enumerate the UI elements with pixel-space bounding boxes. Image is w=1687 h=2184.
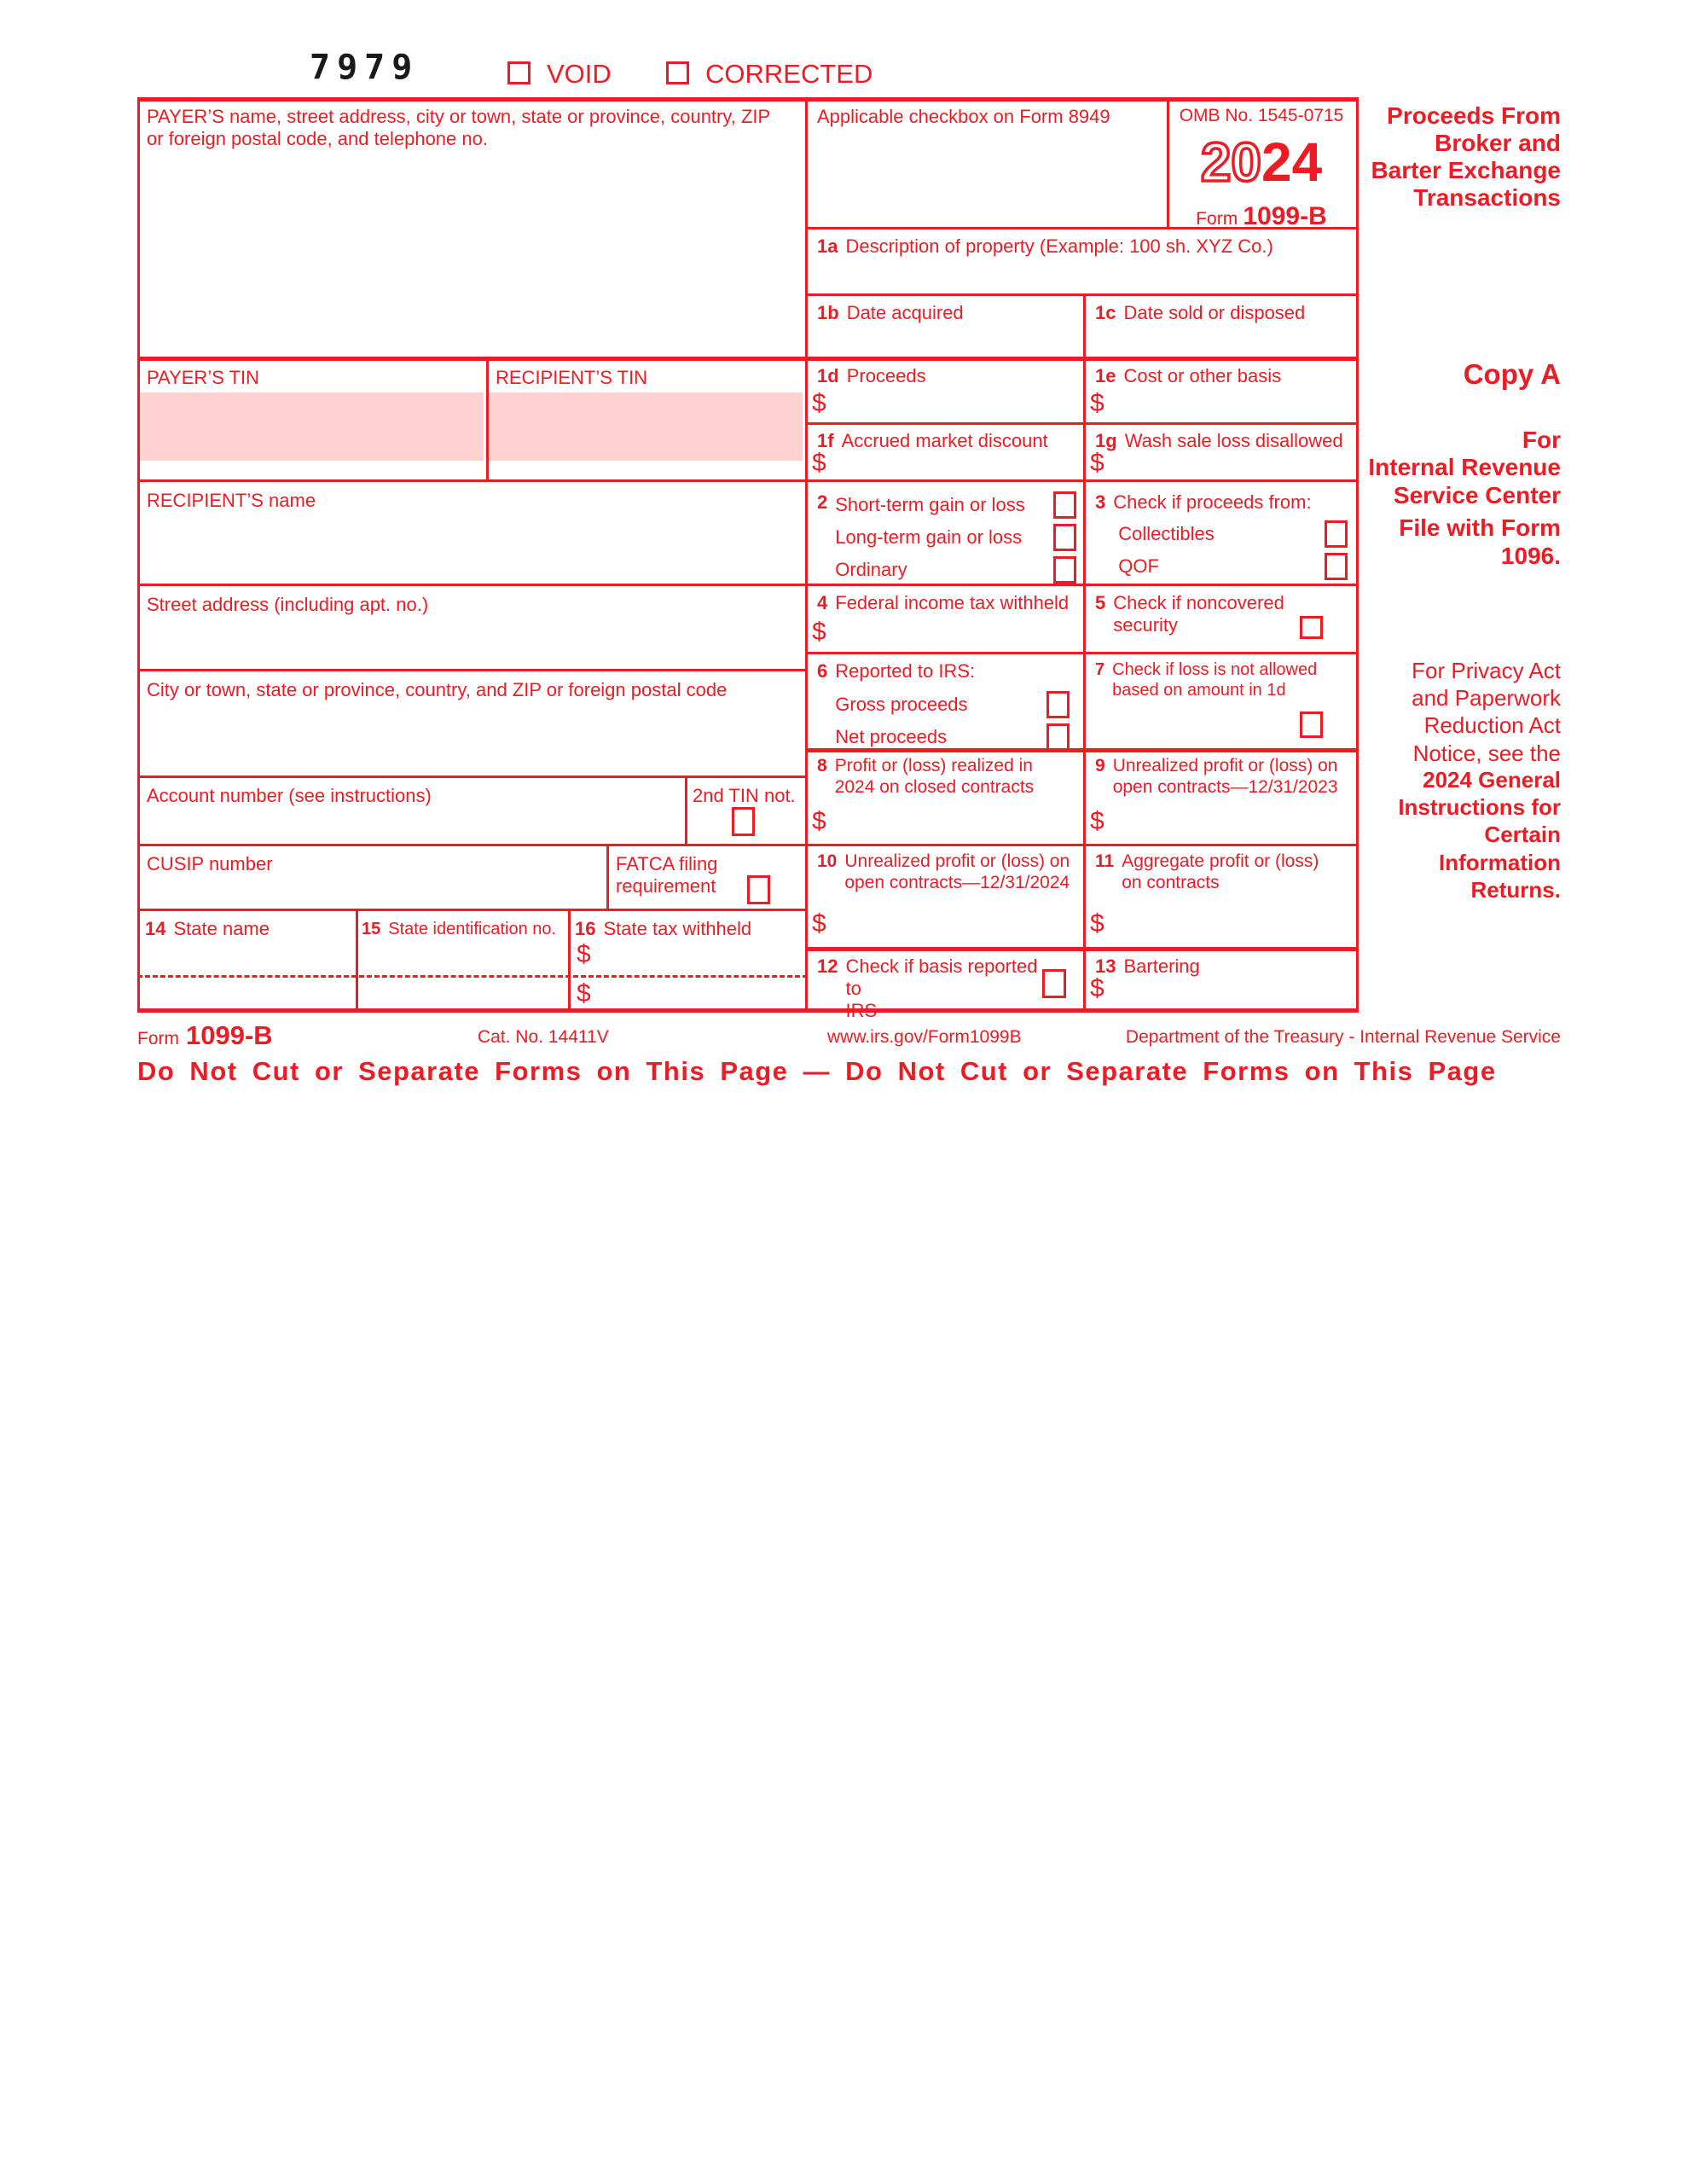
box-16-dollar-2: $	[577, 979, 591, 1008]
grid-line-h	[805, 422, 1359, 425]
box-15	[362, 920, 565, 940]
box-11-label: Aggregate profit or (loss) on contracts	[1122, 851, 1319, 892]
grid-line-v	[606, 844, 609, 911]
box-3	[1095, 491, 1348, 585]
box-1d	[817, 365, 1073, 387]
grid-line-v	[1083, 293, 1086, 1011]
box-2-number: 2	[817, 491, 828, 513]
box-10	[817, 851, 1073, 894]
copy-a-label: Copy A	[1463, 358, 1561, 390]
box-13-number: 13	[1095, 956, 1116, 977]
footer-form-number	[137, 1020, 273, 1052]
box-1e-number: 1e	[1095, 365, 1116, 386]
box-14	[145, 918, 350, 940]
box-1c	[1095, 302, 1348, 324]
recipient-tin-label: RECIPIENT’S TIN	[496, 367, 648, 388]
box-15-label: State identification no.	[388, 920, 557, 938]
box-16	[575, 918, 802, 940]
fatca-checkbox[interactable]	[747, 875, 770, 904]
void-label: VOID	[547, 59, 612, 89]
noncovered-security-checkbox[interactable]	[1300, 616, 1323, 639]
box-9	[1095, 756, 1348, 799]
collectibles-checkbox[interactable]	[1325, 520, 1348, 548]
privacy-notice-bold: 2024 General Instructions for Certain Information Returns.	[1398, 767, 1561, 903]
grid-line-h	[137, 1008, 1359, 1013]
box-6-number: 6	[817, 660, 828, 682]
second-tin-checkbox[interactable]	[732, 807, 755, 836]
grid-line-h	[805, 293, 1359, 296]
box-3-collectibles-row	[1113, 520, 1348, 548]
box-1b	[817, 302, 1073, 324]
account-number-label: Account number (see instructions)	[147, 785, 432, 806]
irs-url[interactable]: www.irs.gov/Form1099B	[827, 1027, 1022, 1047]
grid-line-h	[137, 97, 1359, 102]
grid-line-h	[137, 775, 808, 778]
form-word: Form	[1196, 209, 1238, 229]
box-1f-number: 1f	[817, 430, 834, 451]
net-proceeds-label: Net proceeds	[835, 725, 948, 747]
box-5-label: Check if noncovered security	[1113, 592, 1284, 636]
box-16-number: 16	[575, 918, 596, 939]
box-3-label: Check if proceeds from:	[1113, 491, 1312, 513]
omb-number: OMB No. 1545-0715	[1179, 106, 1344, 125]
file-with-label: File with Form 1096.	[1399, 514, 1561, 570]
box-1e	[1095, 365, 1348, 387]
fatca-label: FATCA filing requirement	[616, 853, 718, 897]
privacy-notice: For Privacy Act and Paperwork Reduction Act Notice, see the	[1412, 658, 1561, 766]
payer-tin-label: PAYER’S TIN	[147, 367, 260, 388]
box-12-label: Check if basis reported to IRS	[845, 956, 1038, 1021]
grid-line-h	[137, 479, 1359, 482]
box-12	[817, 956, 1056, 1022]
box-3-number: 3	[1095, 491, 1106, 513]
box-1d-number: 1d	[817, 365, 839, 386]
box-1f-dollar: $	[812, 449, 826, 477]
tax-year	[1167, 131, 1356, 193]
footer-form-word: Form	[137, 1029, 179, 1048]
box-3-qof-row	[1113, 553, 1348, 580]
box-11-dollar: $	[1090, 909, 1104, 938]
grid-line-v	[568, 909, 571, 1011]
second-tin-label: 2nd TIN not.	[693, 785, 796, 806]
box-1g-dollar: $	[1090, 449, 1104, 477]
form-title: Proceeds From Broker and Barter Exchange Transactions	[1371, 102, 1561, 211]
grid-line-h	[805, 652, 1359, 654]
box-1d-label: Proceeds	[846, 365, 926, 386]
box-14-number: 14	[145, 918, 166, 939]
box-1a-number: 1a	[817, 235, 838, 257]
box-9-label: Unrealized profit or (loss) on open contracts—12/31/2023	[1112, 756, 1338, 797]
gross-proceeds-checkbox[interactable]	[1046, 691, 1070, 718]
box-9-dollar: $	[1090, 807, 1104, 835]
recipient-name-label: RECIPIENT’S name	[147, 490, 316, 511]
state-row-dashed-line	[137, 975, 808, 978]
box-1a-label: Description of property (Example: 100 sh. XYZ Co.)	[845, 235, 1273, 257]
box-1g-label: Wash sale loss disallowed	[1124, 430, 1343, 451]
box-2-long-term-row	[835, 524, 1076, 551]
grid-line-h	[137, 357, 1359, 361]
box-15-number: 15	[362, 920, 381, 938]
box-9-number: 9	[1095, 756, 1105, 775]
street-address-label: Street address (including apt. no.)	[147, 594, 429, 615]
ordinary-label: Ordinary	[835, 559, 907, 581]
treasury-label: Department of the Treasury - Internal Revenue Service	[1125, 1027, 1561, 1047]
net-proceeds-checkbox[interactable]	[1046, 723, 1070, 751]
loss-not-allowed-checkbox[interactable]	[1300, 712, 1323, 738]
grid-line-h	[137, 844, 1359, 846]
box-8-dollar: $	[812, 807, 826, 835]
box-6	[817, 660, 1070, 756]
box-16-dollar-1: $	[577, 940, 591, 968]
payer-tin-field[interactable]	[140, 392, 484, 461]
grid-line-h	[137, 669, 808, 671]
long-term-checkbox[interactable]	[1053, 524, 1076, 551]
box-5-number: 5	[1095, 592, 1106, 613]
city-label: City or town, state or province, country, and ZIP or foreign postal code	[147, 679, 728, 700]
short-term-checkbox[interactable]	[1053, 491, 1076, 519]
box-13-label: Bartering	[1123, 956, 1200, 977]
box-13	[1095, 956, 1348, 978]
grid-line-h	[805, 947, 1359, 951]
box-1b-number: 1b	[817, 302, 839, 323]
box-16-label: State tax withheld	[603, 918, 752, 939]
box-1g	[1095, 430, 1348, 452]
box-14-label: State name	[173, 918, 270, 939]
corrected-checkbox[interactable]	[666, 61, 689, 84]
box-10-label: Unrealized profit or (loss) on open contracts—12/31/2024	[844, 851, 1070, 892]
corrected-label: CORRECTED	[705, 59, 873, 89]
applicable-checkbox-label: Applicable checkbox on Form 8949	[817, 106, 1110, 127]
box-10-number: 10	[817, 851, 838, 871]
footer-form-number-text: 1099-B	[186, 1020, 273, 1050]
tax-year-solid-digits: 24	[1261, 131, 1323, 193]
grid-line-v	[805, 97, 808, 1013]
box-4-number: 4	[817, 592, 828, 613]
qof-label: QOF	[1118, 555, 1159, 577]
for-irs-label: For Internal Revenue Service Center	[1368, 427, 1561, 508]
long-term-label: Long-term gain or loss	[835, 526, 1023, 549]
box-11	[1095, 851, 1348, 894]
grid-line-h	[137, 909, 808, 911]
box-1d-dollar: $	[812, 389, 826, 417]
print-code: 7979	[310, 48, 420, 87]
qof-checkbox[interactable]	[1325, 553, 1348, 580]
grid-line-v	[137, 97, 140, 1013]
box-7	[1095, 660, 1342, 700]
grid-line-v	[685, 775, 687, 846]
do-not-cut-banner: Do Not Cut or Separate Forms on This Page — Do Not Cut or Separate Forms on This Page	[137, 1056, 1497, 1086]
box-4	[817, 592, 1076, 614]
box-13-dollar: $	[1090, 974, 1104, 1002]
box-8-label: Profit or (loss) realized in 2024 on closed contracts	[834, 756, 1035, 797]
recipient-tin-field[interactable]	[489, 392, 803, 461]
box-1e-label: Cost or other basis	[1123, 365, 1282, 386]
cusip-label: CUSIP number	[147, 853, 273, 874]
ordinary-checkbox[interactable]	[1053, 556, 1076, 584]
gross-proceeds-label: Gross proceeds	[835, 693, 968, 715]
box-12-number: 12	[817, 956, 838, 977]
box-1b-label: Date acquired	[846, 302, 964, 323]
box-1c-label: Date sold or disposed	[1123, 302, 1306, 323]
grid-line-v	[356, 909, 358, 1011]
void-checkbox[interactable]	[507, 61, 530, 84]
box-2	[817, 491, 1076, 589]
box-1g-number: 1g	[1095, 430, 1117, 451]
box-1f-label: Accrued market discount	[841, 430, 1048, 451]
box-4-label: Federal income tax withheld	[835, 592, 1070, 613]
catalog-number: Cat. No. 14411V	[478, 1027, 609, 1047]
basis-reported-checkbox[interactable]	[1042, 969, 1066, 998]
box-1c-number: 1c	[1095, 302, 1116, 323]
box-4-dollar: $	[812, 618, 826, 646]
box-10-dollar: $	[812, 909, 826, 938]
box-1a	[817, 235, 1346, 258]
box-11-number: 11	[1095, 851, 1115, 871]
box-1f	[817, 430, 1073, 452]
box-6-gross-row	[835, 691, 1070, 718]
form-number-header	[1167, 201, 1356, 231]
box-6-net-row	[835, 723, 1070, 751]
box-2-ordinary-row	[835, 556, 1076, 584]
box-7-label: Check if loss is not allowed based on amount in 1d	[1112, 660, 1318, 700]
box-8-number: 8	[817, 756, 827, 775]
box-5	[1095, 592, 1300, 636]
payer-name-label: PAYER’S name, street address, city or town, state or province, country, ZIP or foreign postal code, and telephone no.	[147, 106, 770, 149]
box-2-short-term-row	[835, 491, 1076, 519]
box-8	[817, 756, 1073, 799]
box-7-number: 7	[1095, 660, 1105, 679]
tax-year-outline-digits: 20	[1200, 131, 1261, 193]
box-1e-dollar: $	[1090, 389, 1104, 417]
short-term-label: Short-term gain or loss	[835, 494, 1025, 516]
form-number-text: 1099-B	[1243, 202, 1327, 230]
collectibles-label: Collectibles	[1118, 522, 1215, 544]
box-6-label: Reported to IRS:	[835, 660, 976, 682]
